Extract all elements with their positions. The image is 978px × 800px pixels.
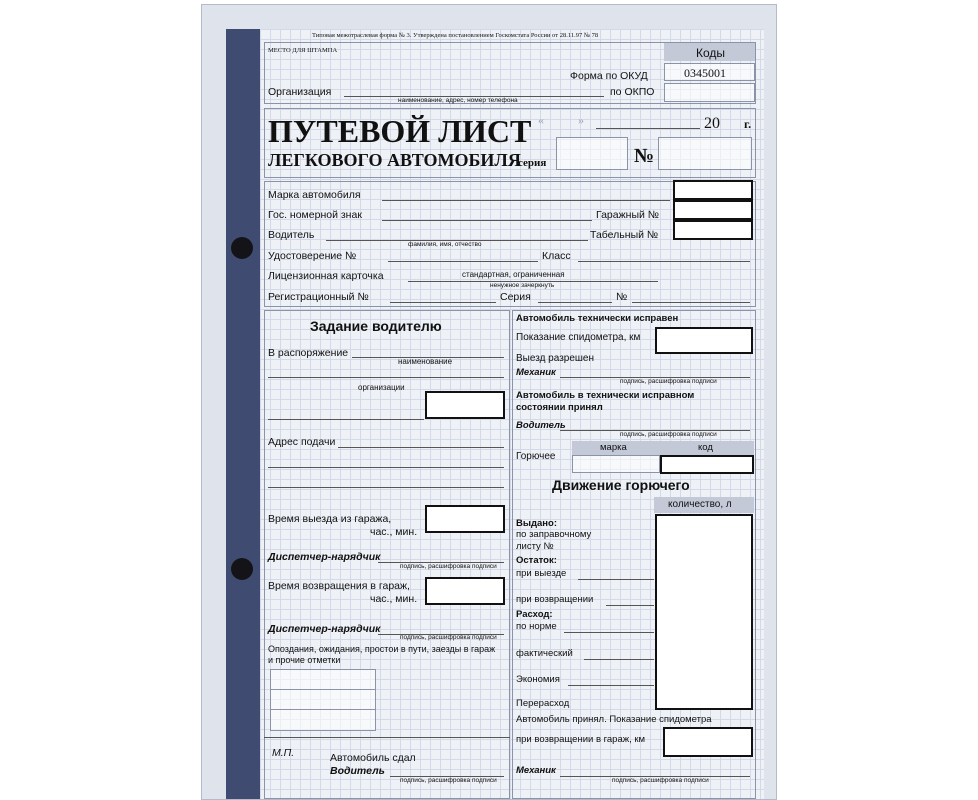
return-time-label: Время возвращения в гараж, <box>268 580 410 592</box>
dispatcher-sign-hint: подпись, расшифровка подписи <box>400 563 497 570</box>
accepted-title: Автомобиль в технически исправном <box>516 390 695 401</box>
fuel-at-return-line <box>606 605 654 606</box>
handed-driver-label: Водитель <box>330 765 385 777</box>
accepted-sign-hint: подпись, расшифровка подписи <box>620 431 717 438</box>
fuel-code-header: код <box>698 442 713 453</box>
form-paper <box>260 29 764 800</box>
reg-series-label: Серия <box>500 291 531 303</box>
stamp-place-label: МЕСТО ДЛЯ ШТАМПА <box>268 47 338 54</box>
binding-strip <box>226 29 260 800</box>
disposal-org-hint: организации <box>358 383 405 392</box>
tab-no-label: Табельный № <box>590 229 659 241</box>
fuel-brand-field[interactable] <box>572 455 660 473</box>
fuel-code-field[interactable] <box>660 455 754 474</box>
fuel-norm-label: по норме <box>516 621 557 632</box>
car-accepted-label: Автомобиль принял. Показание спидометра <box>516 714 712 725</box>
odometer-return-field[interactable] <box>663 727 753 757</box>
tech-ok-title: Автомобиль технически исправен <box>516 313 679 324</box>
codes-title: Коды <box>696 46 726 60</box>
address-line <box>338 447 504 448</box>
fuel-economy-line <box>568 685 654 686</box>
date-quote-open: « <box>538 113 544 127</box>
driver-task-title: Задание водителю <box>310 318 442 334</box>
waybill-subtitle: ЛЕГКОВОГО АВТОМОБИЛЯ <box>268 150 521 170</box>
organization-label: Организация <box>268 86 332 98</box>
fuel-at-exit-line <box>578 579 654 580</box>
tab-no-field[interactable] <box>673 220 753 240</box>
number-sign: № <box>634 145 655 167</box>
fuel-remainder-label: Остаток: <box>516 555 557 566</box>
depart-time-field[interactable] <box>425 505 505 533</box>
class-line <box>578 261 750 262</box>
fuel-movement-title: Движение горючего <box>552 477 690 493</box>
accepted-driver-label: Водитель <box>516 420 566 431</box>
address-line-2 <box>268 467 504 468</box>
address-line-3 <box>268 487 504 488</box>
return-mechanic-sign-hint: подпись, расшифровка подписи <box>612 777 709 784</box>
okud-label: Форма по ОКУД <box>570 70 648 82</box>
exit-allowed-label: Выезд разрешен <box>516 353 595 364</box>
license-label: Удостоверение № <box>268 250 357 262</box>
fuel-qty-header: количество, л <box>668 499 732 510</box>
date-year-suffix: г. <box>744 117 752 131</box>
reg-number-label: № <box>616 291 628 303</box>
fuel-actual-label: фактический <box>516 648 573 659</box>
address-label: Адрес подачи <box>268 436 336 448</box>
handed-sign-hint: подпись, расшифровка подписи <box>400 777 497 784</box>
dispatcher-label-2: Диспетчер-нарядчик <box>268 623 381 635</box>
date-quote-close: » <box>578 113 584 127</box>
fuel-at-return-label: при возвращении <box>516 594 594 605</box>
return-time-unit: час., мин. <box>370 593 418 605</box>
waybill-sheet <box>201 4 777 800</box>
waybill-number-field[interactable] <box>658 137 752 170</box>
okpo-label: по ОКПО <box>610 86 655 98</box>
punch-hole-bottom <box>231 558 253 580</box>
disposal-name-hint: наименование <box>398 357 453 366</box>
return-mechanic-label: Механик <box>516 765 556 776</box>
disposal-label: В распоряжение <box>268 347 349 359</box>
driver-label: Водитель <box>268 229 315 241</box>
mechanic-label: Механик <box>516 367 556 378</box>
okud-code: 0345001 <box>684 66 726 80</box>
fuel-qty-column[interactable] <box>655 514 753 710</box>
license-card-hint: стандартная, ограниченная <box>462 270 565 279</box>
organization-code-field[interactable] <box>425 391 505 419</box>
fuel-overrun-label: Перерасход <box>516 698 570 709</box>
delays-label-2: и прочие отметки <box>268 655 341 665</box>
fuel-by-card-label-2: листу № <box>516 541 554 552</box>
car-brand-line <box>382 200 670 201</box>
license-line <box>388 261 538 262</box>
date-year: 20 <box>704 115 720 132</box>
fuel-consumption-label: Расход: <box>516 609 553 620</box>
plate-label: Гос. номерной знак <box>268 209 362 221</box>
fuel-norm-line <box>564 632 654 633</box>
fuel-at-exit-label: при выезде <box>516 568 567 579</box>
depart-time-label: Время выезда из гаража, <box>268 513 392 525</box>
fuel-economy-label: Экономия <box>516 674 560 685</box>
reg-number-line <box>632 302 750 303</box>
fuel-by-card-label: по заправочному <box>516 529 592 540</box>
garage-no-field[interactable] <box>673 200 753 220</box>
license-card-note: ненужное зачеркнуть <box>490 282 555 289</box>
odometer-out-field[interactable] <box>655 327 753 354</box>
series-label: серия <box>518 157 547 169</box>
organization-hint: наименование, адрес, номер телефона <box>398 97 518 104</box>
plate-line <box>382 220 592 221</box>
delays-table-row-2 <box>270 709 376 710</box>
punch-hole-top <box>231 237 253 259</box>
delays-label: Опоздания, ожидания, простои в пути, заезды в гараж <box>268 644 496 654</box>
delays-table[interactable] <box>270 669 376 731</box>
accepted-title-2: состоянии принял <box>516 402 603 413</box>
car-brand-code-field[interactable] <box>673 180 753 200</box>
reg-series-line <box>538 302 612 303</box>
bottom-divider <box>264 737 510 738</box>
class-label: Класс <box>542 250 571 262</box>
garage-no-label: Гаражный № <box>596 209 660 221</box>
waybill-title: ПУТЕВОЙ ЛИСТ <box>268 113 532 149</box>
return-odometer-label: при возвращении в гараж, км <box>516 734 646 745</box>
delays-table-row-1 <box>270 689 376 690</box>
car-handed-label: Автомобиль сдал <box>330 752 416 764</box>
depart-time-unit: час., мин. <box>370 526 418 538</box>
fuel-brand-header: марка <box>600 442 627 453</box>
driver-hint: фамилия, имя, отчество <box>408 241 482 248</box>
date-month-line <box>596 128 700 129</box>
fuel-issued-label: Выдано: <box>516 518 557 529</box>
okpo-code-field[interactable] <box>664 83 755 102</box>
series-field[interactable] <box>556 137 628 170</box>
fuel-label: Горючее <box>516 451 556 462</box>
dispatcher-label: Диспетчер-нарядчик <box>268 551 381 563</box>
return-time-field[interactable] <box>425 577 505 605</box>
dispatcher-sign-hint-2: подпись, расшифровка подписи <box>400 634 497 641</box>
car-brand-label: Марка автомобиля <box>268 189 361 201</box>
license-card-label: Лицензионная карточка <box>268 270 384 282</box>
odometer-label: Показание спидометра, км <box>516 332 641 343</box>
reg-no-label: Регистрационный № <box>268 291 369 303</box>
stamp-place-mark: М.П. <box>272 747 295 759</box>
fuel-actual-line <box>584 659 654 660</box>
mechanic-sign-hint: подпись, расшифровка подписи <box>620 378 717 385</box>
reg-no-line <box>390 302 496 303</box>
disposal-line-3 <box>268 419 424 420</box>
disposal-line-2 <box>268 377 504 378</box>
form-approval-note: Типовая межотраслевая форма № 3. Утверждена постановлением Госкомстата России от 28.11.97 № 78 <box>312 32 599 39</box>
